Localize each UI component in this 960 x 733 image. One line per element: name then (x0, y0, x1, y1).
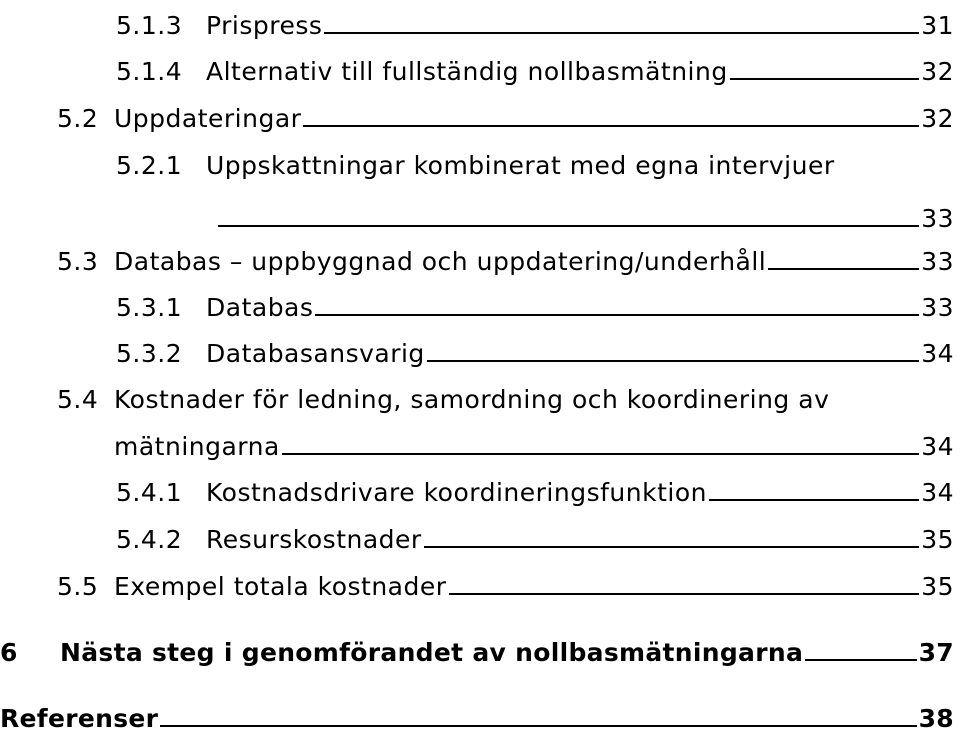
toc-entry-5-5[interactable] (57, 561, 954, 601)
toc-entry-page: 33 (921, 204, 954, 233)
toc-entry-title: Prispress (206, 11, 323, 40)
toc-entry-title: Alternativ till fullständig nollbasmätning (206, 57, 728, 86)
toc-leader-line (427, 360, 919, 362)
toc-entry-5-4-1[interactable] (116, 467, 954, 507)
toc-entry-5-3-1[interactable] (116, 282, 954, 322)
toc-entry-title: Kostnader för ledning, samordning och koordinering av (114, 385, 830, 414)
toc-entry-number: 5.4.2 (116, 525, 183, 554)
toc-leader-line (424, 546, 919, 548)
toc-leader-line (160, 725, 916, 727)
toc-entry-page: 34 (921, 339, 954, 368)
toc-entry-page: 32 (921, 57, 954, 86)
toc-leader-line (282, 453, 919, 455)
toc-entry-6[interactable] (0, 627, 954, 667)
toc-entry-page: 38 (918, 704, 954, 733)
toc-entry-page: 32 (921, 104, 954, 133)
toc-entry-title: Nästa steg i genomförandet av nollbasmätningarna (60, 638, 804, 667)
toc-entry-page: 37 (918, 638, 954, 667)
toc-entry-5-2-1[interactable] (116, 140, 954, 180)
toc-entry-page: 34 (921, 432, 954, 461)
toc-entry-referenser[interactable] (0, 693, 954, 733)
toc-leader-line (805, 659, 916, 661)
toc-entry-5-4-2[interactable] (116, 514, 954, 554)
toc-entry-number: 5.4.1 (116, 478, 183, 507)
toc-entry-title: Resurskostnader (206, 525, 422, 554)
toc-entry-number: 5.2 (57, 104, 99, 133)
toc-leader-line (709, 499, 919, 501)
toc-entry-title: Referenser (0, 704, 159, 733)
toc-entry-5-3[interactable] (57, 236, 954, 276)
toc-entry-page: 33 (921, 293, 954, 322)
toc-entry-number: 5.5 (57, 572, 99, 601)
toc-entry-title: Kostnadsdrivare koordineringsfunktion (206, 478, 707, 507)
toc-entry-number: 5.3.1 (116, 293, 183, 322)
toc-entry-page: 34 (921, 478, 954, 507)
toc-leader-line (303, 125, 919, 127)
toc-entry-page: 35 (921, 572, 954, 601)
toc-entry-5-3-2[interactable] (116, 328, 954, 368)
toc-entry-page: 31 (921, 11, 954, 40)
toc-entry-page: 33 (921, 247, 954, 276)
toc-leader-line (324, 32, 919, 34)
toc-leader-line (449, 593, 920, 595)
toc-entry-title: Databas – uppbyggnad och uppdatering/underhåll (114, 247, 767, 276)
toc-entry-title: Databas (206, 293, 314, 322)
toc-entry-number: 5.1.3 (116, 11, 183, 40)
toc-entry-number: 5.2.1 (116, 151, 183, 180)
toc-entry-5-2-1-continuation[interactable] (216, 193, 954, 233)
toc-entry-title: Uppskattningar kombinerat med egna intervjuer (206, 151, 835, 180)
toc-entry-5-4-continuation[interactable] (114, 421, 954, 461)
toc-leader-line (218, 225, 919, 227)
toc-entry-5-2[interactable] (57, 93, 954, 133)
toc-entry-5-4[interactable] (57, 374, 954, 414)
toc-entry-5-1-3[interactable] (116, 0, 954, 40)
toc-entry-number: 5.3.2 (116, 339, 183, 368)
toc-entry-5-1-4[interactable] (116, 46, 954, 86)
toc-leader-line (315, 314, 919, 316)
toc-entry-number: 5.1.4 (116, 57, 183, 86)
toc-entry-number: 5.4 (57, 385, 99, 414)
toc-entry-title: Uppdateringar (114, 104, 302, 133)
toc-entry-page: 35 (921, 525, 954, 554)
toc-entry-number: 5.3 (57, 247, 99, 276)
toc-leader-line (730, 78, 919, 80)
toc-entry-number: 6 (0, 638, 18, 667)
toc-entry-title: Databasansvarig (206, 339, 425, 368)
toc-entry-title: Exempel totala kostnader (114, 572, 447, 601)
toc-entry-title: mätningarna (114, 432, 280, 461)
toc-leader-line (768, 268, 919, 270)
